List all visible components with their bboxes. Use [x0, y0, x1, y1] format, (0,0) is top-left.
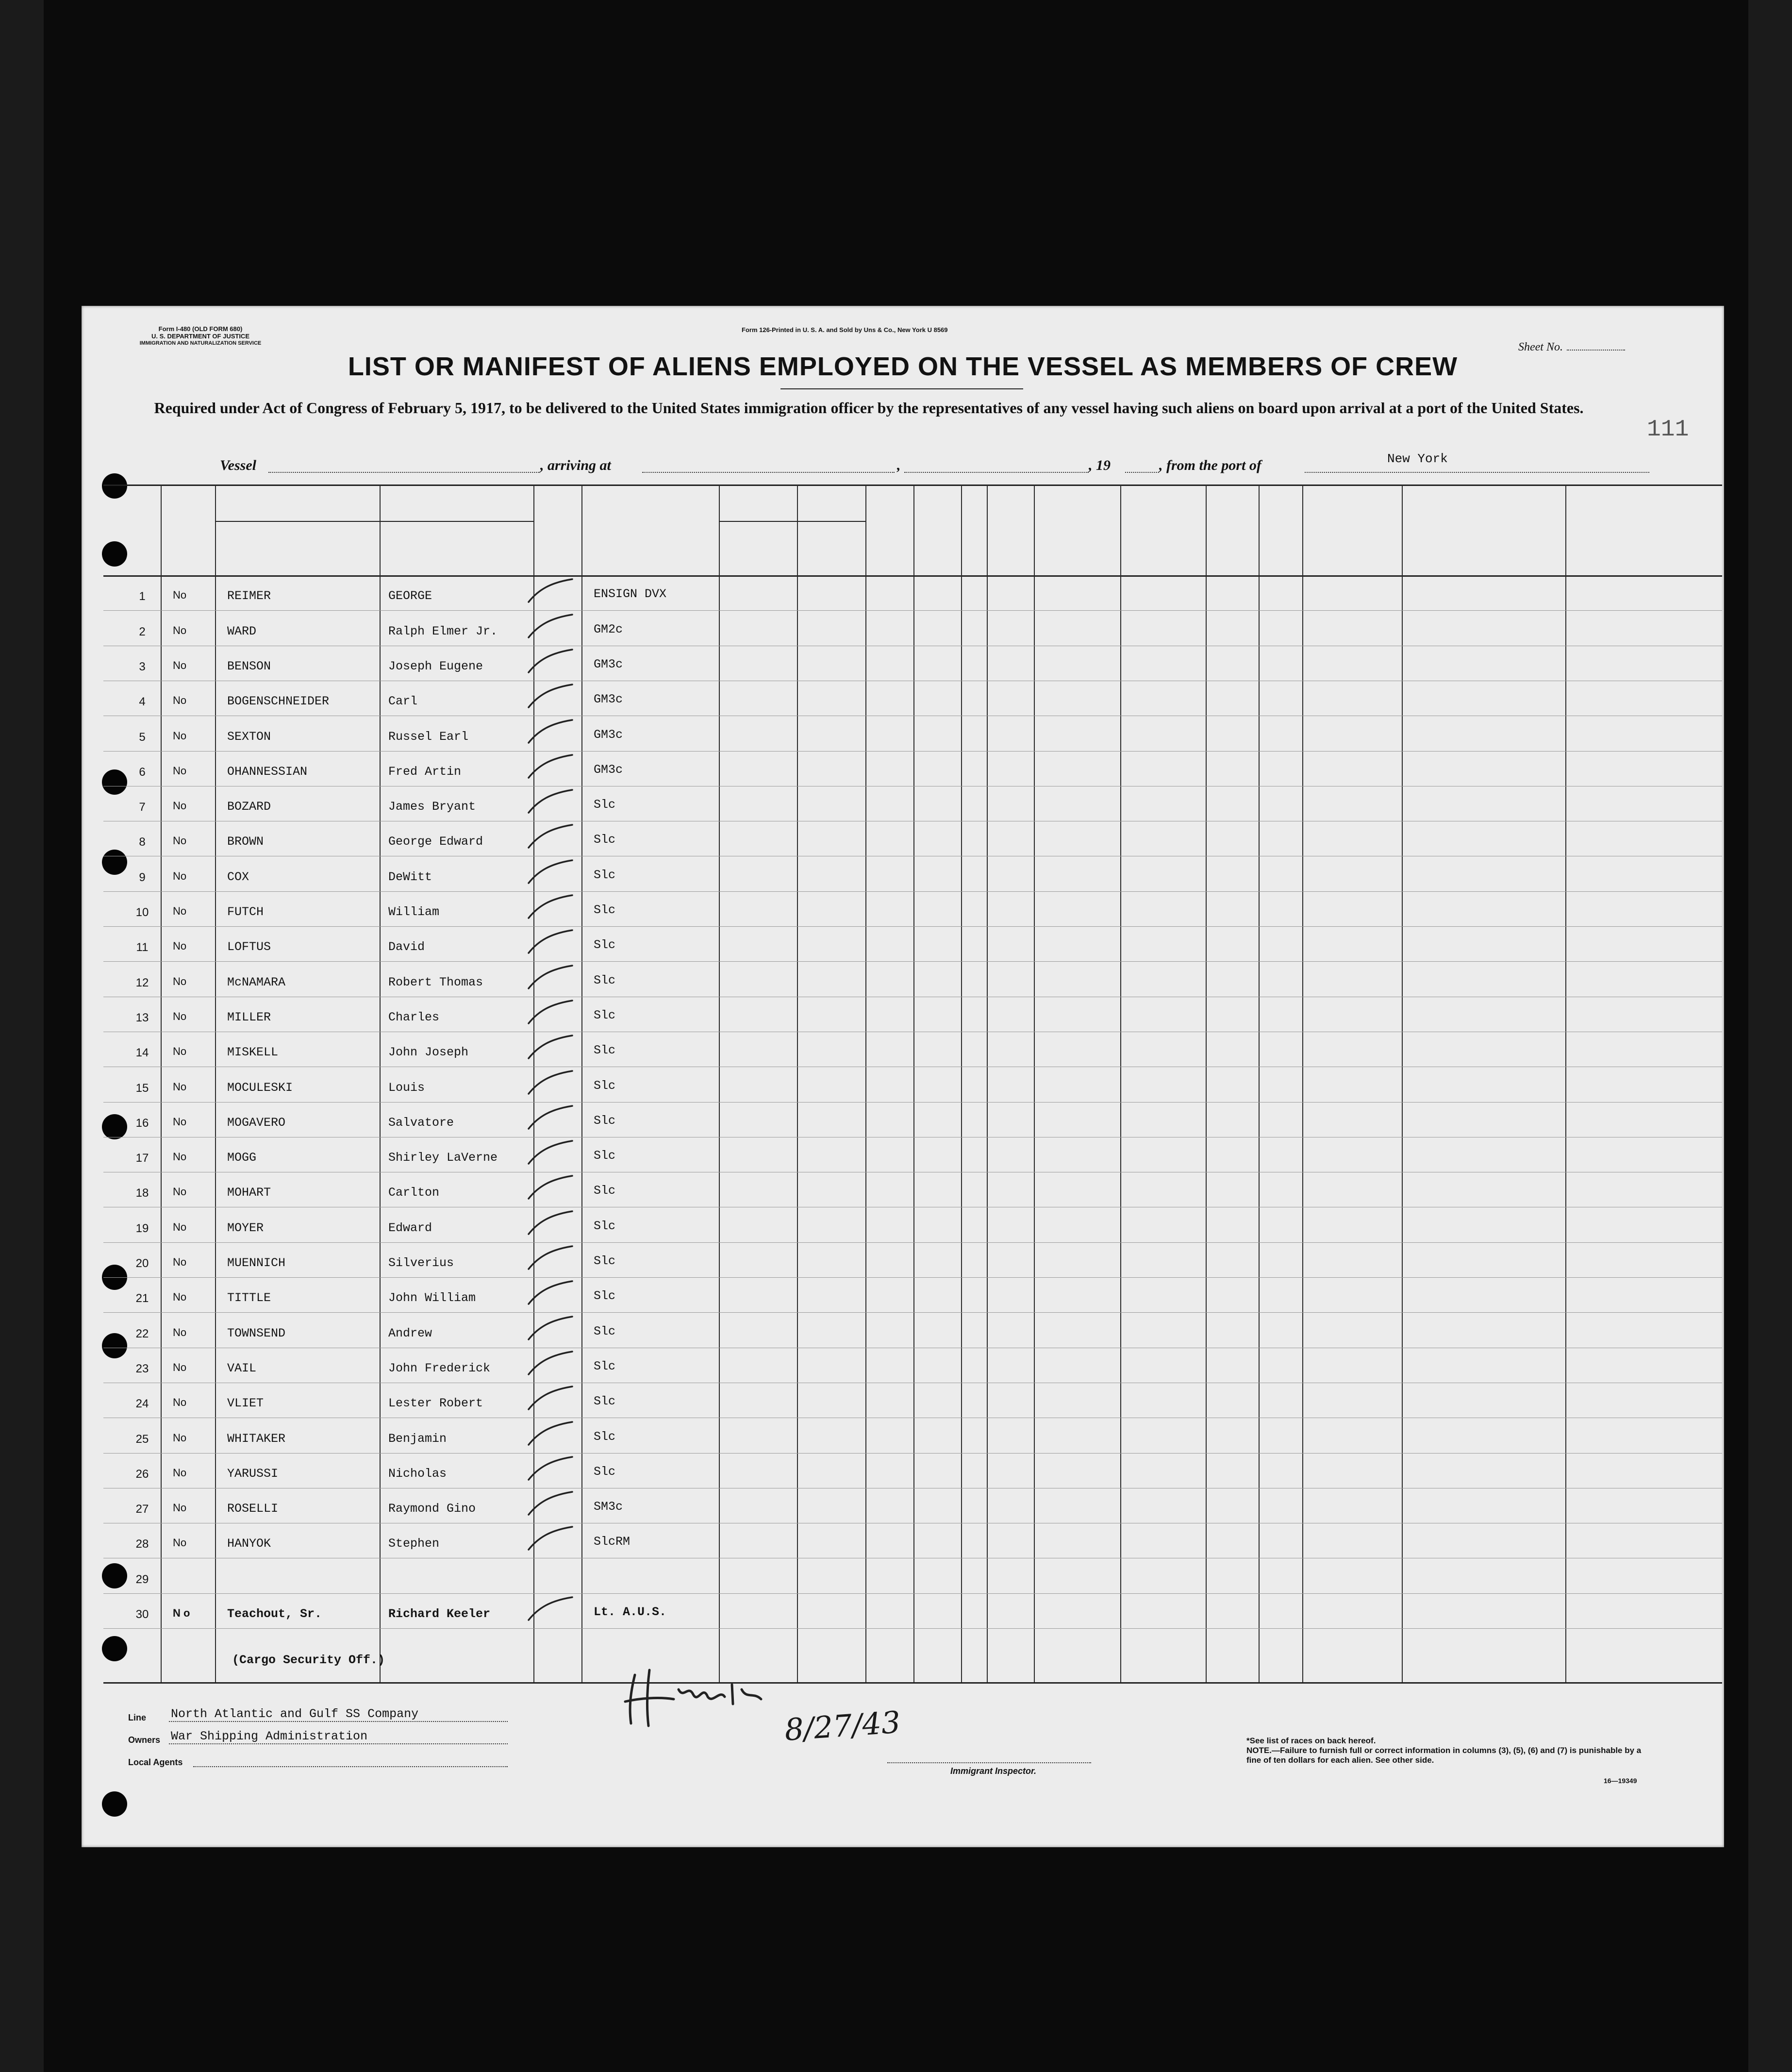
- crew-member-flag: No: [173, 765, 187, 777]
- form-identifier: [128, 325, 273, 347]
- check-mark-icon: [524, 1172, 577, 1206]
- given-name: Ralph Elmer Jr.: [388, 624, 498, 638]
- crew-member-flag: N o: [173, 1607, 190, 1619]
- page-number: 111: [1647, 417, 1689, 443]
- crew-member-flag: No: [173, 1151, 187, 1163]
- footnote: [1246, 1736, 1644, 1765]
- check-mark-icon: [524, 575, 577, 609]
- given-name: Raymond Gino: [388, 1502, 476, 1516]
- check-mark-icon: [524, 1488, 577, 1522]
- family-name: MOCULESKI: [227, 1081, 293, 1095]
- year-label: , 19: [1089, 457, 1111, 473]
- ship-position: Slc: [594, 1114, 616, 1128]
- check-mark-icon: [524, 1242, 577, 1276]
- family-name: McNAMARA: [227, 975, 286, 989]
- ship-position: Slc: [594, 1008, 616, 1022]
- ship-position: GM3c: [594, 692, 623, 706]
- family-name: TITTLE: [227, 1291, 271, 1305]
- crew-member-flag: No: [173, 835, 187, 847]
- family-name: REIMER: [227, 589, 271, 603]
- form-line2: U. S. DEPARTMENT OF JUSTICE: [151, 333, 249, 340]
- ship-position: Slc: [594, 1394, 616, 1408]
- footnote-races: *See list of races on back hereof.: [1246, 1736, 1376, 1745]
- check-mark-icon: [524, 786, 577, 820]
- punch-hole: [102, 850, 127, 875]
- crew-member-flag: No: [173, 730, 187, 742]
- given-name: William: [388, 905, 440, 919]
- family-name: MISKELL: [227, 1045, 279, 1059]
- vessel-line: Vessel , arriving at , , 19 , from the port of New York: [220, 457, 1652, 477]
- crew-member-flag: No: [173, 1396, 187, 1408]
- row-number: 17: [135, 1152, 149, 1165]
- family-name: ROSELLI: [227, 1502, 279, 1516]
- ship-position: Slc: [594, 868, 616, 882]
- given-name: Joseph Eugene: [388, 659, 483, 673]
- row-number: 27: [135, 1503, 149, 1516]
- crew-member-flag: No: [173, 1467, 187, 1479]
- row-number: 24: [135, 1397, 149, 1410]
- check-mark-icon: [524, 997, 577, 1031]
- crew-member-flag: No: [173, 1502, 187, 1514]
- given-name: GEORGE: [388, 589, 432, 603]
- punch-hole: [102, 769, 127, 795]
- family-name: YARUSSI: [227, 1467, 279, 1481]
- check-mark-icon: [524, 856, 577, 890]
- inspector-signature: [620, 1655, 902, 1753]
- inspector-label: Immigrant Inspector.: [950, 1766, 1037, 1776]
- row-number: 7: [139, 801, 146, 814]
- arriving-label: , arriving at: [540, 457, 611, 473]
- check-mark-icon: [524, 1383, 577, 1417]
- punch-hole: [102, 1114, 127, 1139]
- ship-position: GM2c: [594, 622, 623, 636]
- crew-member-flag: No: [173, 624, 187, 636]
- family-name: VAIL: [227, 1361, 257, 1375]
- check-mark-icon: [524, 1277, 577, 1311]
- family-name: LOFTUS: [227, 940, 271, 954]
- check-mark-icon: [524, 1418, 577, 1452]
- agents-label: Local Agents: [128, 1757, 183, 1767]
- check-mark-icon: [524, 1102, 577, 1136]
- from-port-label: , from the port of: [1159, 457, 1261, 473]
- ship-position: Slc: [594, 1465, 616, 1479]
- ship-position: GM3c: [594, 657, 623, 671]
- row-number: 14: [135, 1046, 149, 1059]
- family-name: MOHART: [227, 1186, 271, 1200]
- film-edge-left: [0, 0, 44, 2072]
- check-mark-icon: [524, 1032, 577, 1066]
- line-label: Line: [128, 1713, 147, 1722]
- family-name: MOGAVERO: [227, 1116, 286, 1130]
- punch-hole: [102, 1791, 127, 1817]
- family-name: VLIET: [227, 1396, 264, 1410]
- row-number: 4: [139, 695, 146, 708]
- given-name: Salvatore: [388, 1116, 454, 1130]
- ship-position: Slc: [594, 1184, 616, 1198]
- given-name: Charles: [388, 1010, 440, 1024]
- row-number: 9: [139, 871, 146, 884]
- row-number: 21: [135, 1292, 149, 1305]
- ship-position: Slc: [594, 1430, 616, 1444]
- check-mark-icon: [524, 1067, 577, 1101]
- crew-member-flag: No: [173, 1010, 187, 1022]
- family-name: BOZARD: [227, 800, 271, 814]
- crew-member-flag: No: [173, 659, 187, 671]
- given-name: John William: [388, 1291, 476, 1305]
- punch-hole: [102, 1636, 127, 1661]
- punch-hole: [102, 473, 127, 499]
- family-name: WHITAKER: [227, 1432, 286, 1446]
- punch-hole: [102, 541, 127, 567]
- given-name: Shirley LaVerne: [388, 1151, 498, 1165]
- family-name: COX: [227, 870, 249, 884]
- row-number: 30: [135, 1608, 149, 1621]
- crew-member-flag: No: [173, 589, 187, 601]
- check-mark-icon: [524, 1593, 577, 1627]
- crew-member-flag: No: [173, 800, 187, 812]
- given-name: John Joseph: [388, 1045, 469, 1059]
- ship-position: Slc: [594, 1043, 616, 1057]
- check-mark-icon: [524, 751, 577, 785]
- form-line1: Form I-480 (OLD FORM 680): [158, 325, 243, 333]
- footnote-penalty: NOTE.—Failure to furnish full or correct information in columns (3), (5), (6) and (7) is punishable by a fine of ten dollars for each alien. See other side.: [1246, 1746, 1642, 1765]
- row-number: 15: [135, 1082, 149, 1095]
- crew-member-flag: No: [173, 1186, 187, 1198]
- given-name: Benjamin: [388, 1432, 447, 1446]
- ship-position: Slc: [594, 1149, 616, 1163]
- family-name: WARD: [227, 624, 257, 638]
- given-name: Lester Robert: [388, 1396, 483, 1410]
- ship-position: Slc: [594, 938, 616, 952]
- row-number: 25: [135, 1433, 149, 1446]
- row-number: 18: [135, 1186, 149, 1200]
- row-number: 3: [139, 660, 146, 673]
- given-name: Stephen: [388, 1537, 440, 1551]
- ship-position: Slc: [594, 1324, 616, 1338]
- given-name: David: [388, 940, 425, 954]
- form-line3: IMMIGRATION AND NATURALIZATION SERVICE: [139, 340, 262, 346]
- given-name: Carl: [388, 694, 418, 708]
- given-name: Andrew: [388, 1326, 432, 1340]
- punch-hole: [102, 1333, 127, 1358]
- given-name: Edward: [388, 1221, 432, 1235]
- ship-position: Slc: [594, 1079, 616, 1093]
- port-value: New York: [1387, 451, 1448, 466]
- family-name: MOYER: [227, 1221, 264, 1235]
- ship-position: Slc: [594, 1289, 616, 1303]
- ship-position: SlcRM: [594, 1535, 631, 1549]
- cargo-security-note: (Cargo Security Off.): [232, 1653, 385, 1667]
- signature-date: 8/27/43: [783, 1704, 902, 1748]
- given-name: Louis: [388, 1081, 425, 1095]
- row-number: 11: [136, 941, 149, 954]
- crew-member-flag: No: [173, 694, 187, 706]
- printer-note: Form 126-Printed in U. S. A. and Sold by Uns & Co., New York U 8569: [742, 326, 948, 334]
- family-name: OHANNESSIAN: [227, 765, 308, 779]
- owners-value: War Shipping Administration: [169, 1729, 508, 1744]
- crew-member-flag: No: [173, 940, 187, 952]
- family-name: BROWN: [227, 835, 264, 849]
- check-mark-icon: [524, 891, 577, 925]
- given-name: Russel Earl: [388, 730, 469, 744]
- agents-value: [193, 1752, 508, 1767]
- family-name: FUTCH: [227, 905, 264, 919]
- row-number: 19: [135, 1222, 149, 1235]
- family-name: MUENNICH: [227, 1256, 286, 1270]
- sheet-label: Sheet No.: [1518, 341, 1563, 353]
- crew-member-flag: No: [173, 1537, 187, 1549]
- check-mark-icon: [524, 962, 577, 996]
- page-subtitle: Required under Act of Congress of February 5, 1917, to be delivered to the United States immigration officer by the representatives of any vessel having such aliens on board upon arrival at a port of the United States.: [154, 399, 1584, 417]
- family-name: MOGG: [227, 1151, 257, 1165]
- row-number: 26: [135, 1468, 149, 1481]
- crew-member-flag: No: [173, 1361, 187, 1373]
- family-name: TOWNSEND: [227, 1326, 286, 1340]
- crew-member-flag: No: [173, 870, 187, 882]
- given-name: Fred Artin: [388, 765, 462, 779]
- ship-position: Slc: [594, 1359, 616, 1373]
- crew-member-flag: No: [173, 975, 187, 987]
- family-name: MILLER: [227, 1010, 271, 1024]
- check-mark-icon: [524, 1453, 577, 1487]
- row-number: 2: [139, 625, 146, 638]
- check-mark-icon: [524, 611, 577, 645]
- punch-hole: [102, 1563, 127, 1588]
- row-number: 8: [139, 835, 146, 849]
- check-mark-icon: [524, 716, 577, 750]
- given-name: DeWitt: [388, 870, 432, 884]
- row-number: 29: [135, 1573, 149, 1586]
- given-name: Silverius: [388, 1256, 454, 1270]
- ship-position: Slc: [594, 833, 616, 847]
- form-code: 16—19349: [1604, 1777, 1637, 1785]
- line-value: North Atlantic and Gulf SS Company: [169, 1707, 508, 1722]
- row-number: 28: [135, 1537, 149, 1551]
- row-number: 12: [135, 976, 149, 989]
- row-number: 16: [135, 1117, 149, 1130]
- family-name: HANYOK: [227, 1537, 271, 1551]
- ship-position: Slc: [594, 1219, 616, 1233]
- ship-position: SM3c: [594, 1500, 623, 1514]
- crew-member-flag: No: [173, 1045, 187, 1057]
- ship-position: Slc: [594, 798, 616, 812]
- given-name: Carlton: [388, 1186, 440, 1200]
- given-name: James Bryant: [388, 800, 476, 814]
- ship-position: GM3c: [594, 728, 623, 742]
- row-number: 22: [135, 1327, 149, 1340]
- row-number: 20: [135, 1257, 149, 1270]
- row-number: 13: [135, 1011, 149, 1024]
- check-mark-icon: [524, 1207, 577, 1241]
- crew-member-flag: No: [173, 1291, 187, 1303]
- check-mark-icon: [524, 1313, 577, 1347]
- check-mark-icon: [524, 1523, 577, 1557]
- crew-member-flag: No: [173, 1116, 187, 1128]
- ship-position: ENSIGN DVX: [594, 587, 667, 601]
- film-edge-right: [1748, 0, 1792, 2072]
- ship-position: GM3c: [594, 763, 623, 777]
- vessel-label: Vessel: [220, 457, 256, 473]
- row-number: 6: [139, 766, 146, 779]
- given-name: Richard Keeler: [388, 1607, 491, 1621]
- check-mark-icon: [524, 681, 577, 715]
- family-name: BENSON: [227, 659, 271, 673]
- row-number: 5: [139, 731, 146, 744]
- crew-member-flag: No: [173, 1256, 187, 1268]
- crew-member-flag: No: [173, 1326, 187, 1338]
- ship-position: Slc: [594, 973, 616, 987]
- crew-member-flag: No: [173, 905, 187, 917]
- crew-member-flag: No: [173, 1221, 187, 1233]
- check-mark-icon: [524, 1137, 577, 1171]
- given-name: Robert Thomas: [388, 975, 483, 989]
- ship-position: Lt. A.U.S.: [594, 1605, 667, 1619]
- ship-position: Slc: [594, 903, 616, 917]
- ship-position: Slc: [594, 1254, 616, 1268]
- given-name: George Edward: [388, 835, 483, 849]
- row-number: 10: [135, 906, 149, 919]
- manifest-document: [82, 306, 1724, 1847]
- page-title: LIST OR MANIFEST OF ALIENS EMPLOYED ON THE VESSEL AS MEMBERS OF CREW: [348, 352, 1458, 381]
- family-name: BOGENSCHNEIDER: [227, 694, 330, 708]
- crew-member-flag: No: [173, 1432, 187, 1444]
- owners-label: Owners: [128, 1735, 161, 1745]
- row-number: 1: [139, 590, 146, 603]
- check-mark-icon: [524, 646, 577, 680]
- family-name: Teachout, Sr.: [227, 1607, 322, 1621]
- check-mark-icon: [524, 821, 577, 855]
- check-mark-icon: [524, 1348, 577, 1382]
- row-number: 23: [135, 1362, 149, 1375]
- crew-member-flag: No: [173, 1081, 187, 1093]
- family-name: SEXTON: [227, 730, 271, 744]
- given-name: Nicholas: [388, 1467, 447, 1481]
- check-mark-icon: [524, 926, 577, 960]
- given-name: John Frederick: [388, 1361, 491, 1375]
